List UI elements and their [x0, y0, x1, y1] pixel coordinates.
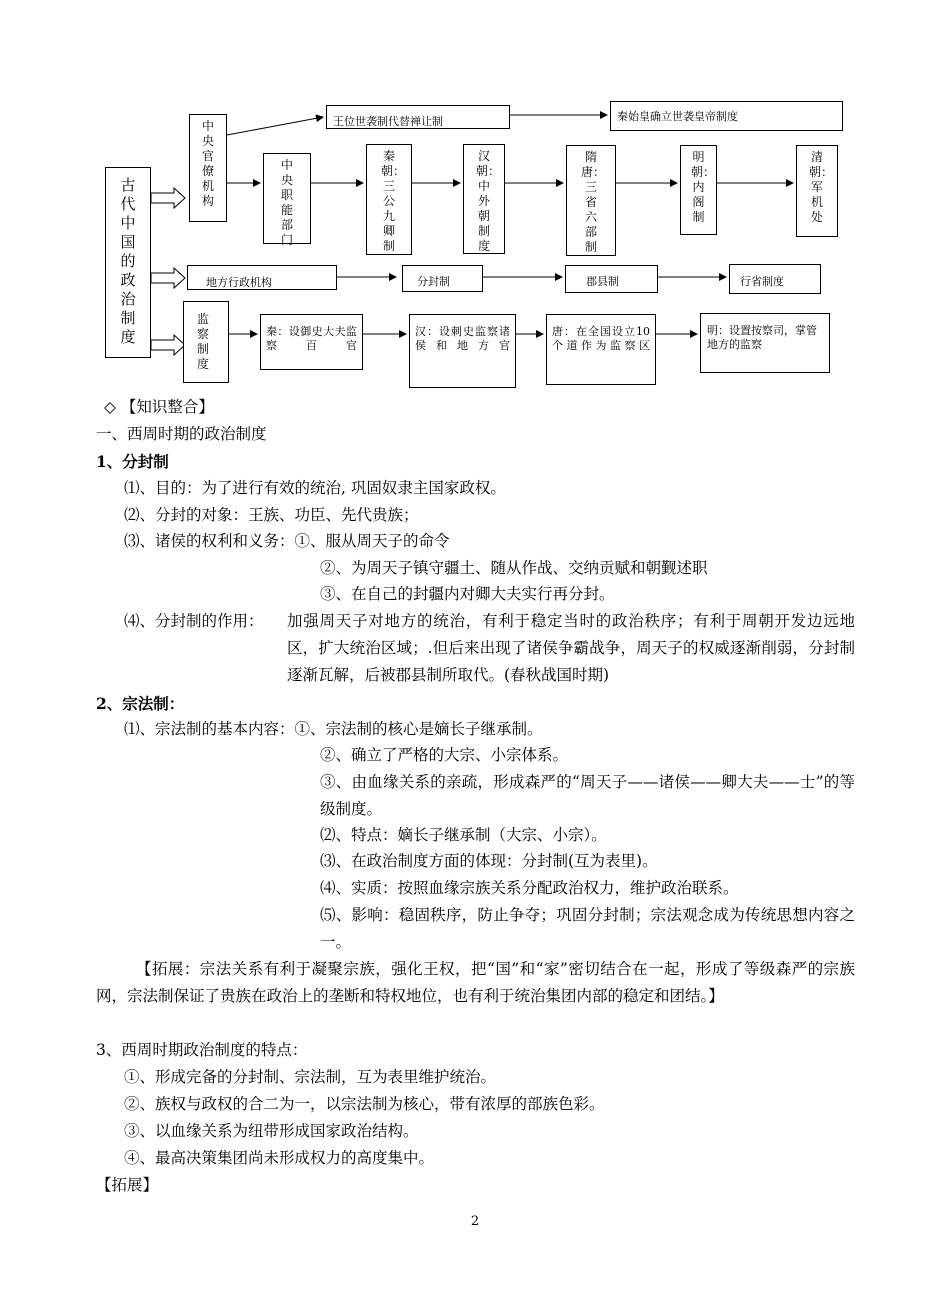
page-number: 2 [470, 1214, 480, 1229]
zongfa-influence: ⑸、影响：稳固秩序，防止争夺；巩固分封制；宗法观念成为传统思想内容之一。 [320, 906, 855, 951]
hereditary-box [326, 105, 510, 129]
stage-qin-label: 秦朝：三公九卿制 [381, 149, 406, 253]
xingsheng-box [729, 264, 821, 294]
fengjian-title: 1、分封制 [96, 452, 169, 471]
feature-1: ①、形成完备的分封制、宗法制，互为表里维护统治。 [124, 1068, 497, 1086]
root-box [105, 167, 151, 358]
zongfa-title: 2、宗法制： [96, 694, 185, 713]
supervision-box [183, 301, 229, 383]
stage-ming-box [680, 145, 717, 235]
feature-3: ③、以血缘关系为纽带形成国家政治结构。 [124, 1122, 419, 1140]
stage-ming-label: 明朝：内阁制 [691, 150, 716, 224]
sup-ming-box [700, 313, 830, 373]
knowledge-heading: ◇ 【知识整合】 [104, 398, 214, 416]
block-arrow-central [151, 188, 185, 208]
block-arrow-supervision [151, 335, 185, 355]
zongfa-feature: ⑵、特点：嫡长子继承制（大宗、小宗）。 [320, 826, 607, 844]
central-sub-label: 中央职能部门 [280, 158, 293, 247]
fengjian-targets: ⑵、分封的对象：王族、功臣、先代贵族； [124, 506, 419, 524]
block-arrow-local [151, 268, 185, 288]
stage-qing-label: 清朝：军机处 [809, 150, 834, 224]
junxian-label: 郡县制 [586, 275, 619, 288]
central-sub-box [263, 153, 311, 247]
central-box [189, 114, 227, 222]
fengjian-label: 分封制 [417, 275, 450, 288]
fengjian-effect-text: 加强周天子对地方的统治，有利于稳定当时的政治秩序；有利于周朝开发边远地区，扩大统治区域；.但后来出现了诸侯争霸战争，周天子的权威逐渐削弱，分封制逐渐瓦解，后被郡县制所取代。(春秋战国时期) [287, 612, 855, 684]
stage-han-label: 汉朝：中外朝制度 [476, 149, 501, 253]
fengjian-effect-label: ⑷、分封制的作用： [124, 612, 264, 630]
xingsheng-label: 行省制度 [740, 275, 784, 288]
zongfa-essence: ⑷、实质：按照血缘宗族关系分配政治权力，维护政治联系。 [320, 879, 739, 897]
zongfa-content-c: ③、由血缘关系的亲疏，形成森严的“周天子——诸侯——卿大夫——士”的等级制度。 [320, 773, 855, 818]
sup-qin-label: 秦：设御史大夫监察百官 [266, 325, 357, 352]
stage-suitang-label: 隋唐：三省六部制 [581, 150, 606, 254]
sup-han-box [409, 314, 516, 388]
fengjian-purpose: ⑴、目的：为了进行有效的统治, 巩固奴隶主国家政权。 [124, 479, 506, 497]
stage-han-box [463, 144, 505, 254]
local-label: 地方行政机构 [206, 276, 272, 289]
fengjian-rights-b: ②、为周天子镇守疆土、随从作战、交纳贡赋和朝觐述职 [320, 559, 708, 577]
expand-heading: 【拓展】 [96, 1176, 159, 1194]
expand-note: 【拓展：宗法关系有利于凝聚宗族，强化王权，把“国”和“家”密切结合在一起，形成了等级森严的宗族网，宗法制保证了贵族在政治上的垄断和特权地位，也有利于统治集团内部的稳定和团结。】 [96, 960, 855, 1005]
supervision-label: 监察制度 [196, 312, 209, 371]
root-label: 古代中国的政治制度 [120, 176, 136, 346]
section-3-title: 3、西周时期政治制度的特点： [96, 1041, 308, 1059]
emperor-box [610, 101, 843, 131]
hereditary-label: 王位世袭制代替禅让制 [333, 115, 443, 128]
feature-4: ④、最高决策集团尚未形成权力的高度集中。 [124, 1149, 435, 1167]
fengjian-rights-a: ⑶、诸侯的权利和义务：①、服从周天子的命令 [124, 532, 450, 550]
sup-tang-label: 唐：在全国设立10个道作为监察区 [552, 325, 650, 352]
feature-2: ②、族权与政权的合二为一，以宗法制为核心，带有浓厚的部族色彩。 [124, 1095, 605, 1113]
local-box [187, 265, 337, 290]
sup-ming-label: 明：设置按察司，掌管地方的监察 [707, 324, 817, 351]
sup-han-label: 汉：设刺史监察诸侯和地方官 [415, 325, 510, 352]
emperor-label: 秦始皇确立世袭皇帝制度 [617, 110, 738, 123]
zongfa-embodiment: ⑶、在政治制度方面的体现：分封制(互为表里)。 [320, 852, 658, 870]
stage-qin-box [366, 144, 412, 255]
zongfa-content-b: ②、确立了严格的大宗、小宗体系。 [320, 746, 569, 764]
zongfa-content-a: ⑴、宗法制的基本内容：①、宗法制的核心是嫡长子继承制。 [124, 720, 543, 738]
arrow-central-to-line1 [227, 117, 323, 135]
fengjian-box [402, 265, 483, 292]
section-1-title: 一、西周时期的政治制度 [96, 425, 267, 443]
central-label: 中央官僚机构 [201, 119, 214, 208]
fengjian-rights-c: ③、在自己的封疆内对卿大夫实行再分封。 [320, 585, 615, 603]
junxian-box [565, 265, 658, 293]
sup-tang-box [546, 314, 656, 385]
stage-qing-box [796, 145, 838, 237]
sup-qin-box [260, 314, 363, 370]
stage-suitang-box [566, 145, 616, 256]
